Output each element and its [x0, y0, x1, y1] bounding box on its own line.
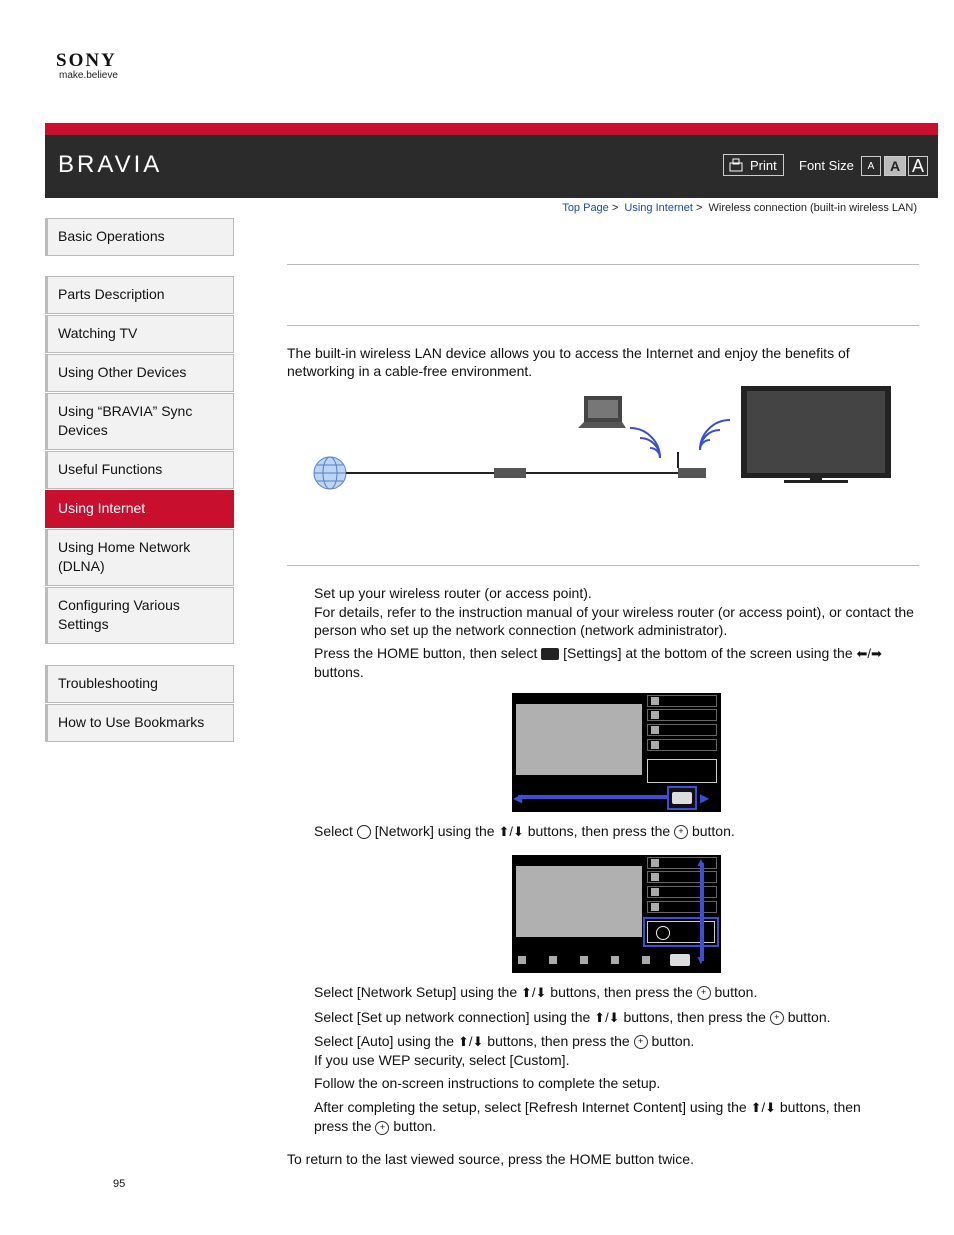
step-1-line-1: Set up your wireless router (or access point). — [314, 585, 592, 601]
step-4-text-c: button. — [714, 984, 758, 1000]
font-size-large-button[interactable]: A — [908, 156, 928, 176]
breadcrumb-separator: > — [611, 202, 619, 214]
print-icon — [728, 157, 744, 173]
step-6-text-c: button. — [651, 1033, 695, 1049]
sidebar-item-watching-tv[interactable]: Watching TV — [45, 315, 234, 353]
divider — [287, 264, 919, 265]
enter-button-icon: + — [697, 986, 711, 1000]
step-5-text-c: button. — [787, 1009, 831, 1025]
header-accent-bar — [45, 123, 938, 135]
font-size-medium-button[interactable]: A — [884, 156, 906, 176]
divider — [287, 565, 919, 566]
print-button[interactable] — [723, 154, 784, 176]
breadcrumb-top-page[interactable]: Top Page — [562, 202, 609, 214]
step-6 — [314, 1032, 919, 1069]
step-3-text-d: button. — [691, 823, 735, 839]
toolbox-icon — [670, 954, 690, 966]
step-7: Follow the on-screen instructions to complete the setup. — [314, 1075, 661, 1091]
step-5-text-b: buttons, then press the — [623, 1009, 766, 1025]
enter-button-icon: + — [770, 1011, 784, 1025]
step-5 — [314, 1008, 919, 1027]
step-4-text-a: Select [Network Setup] using the — [314, 984, 518, 1000]
toolbox-icon — [672, 792, 692, 804]
breadcrumb — [562, 202, 917, 214]
step-4-text-b: buttons, then press the — [550, 984, 693, 1000]
font-size-label: Font Size — [799, 158, 854, 173]
brand-tagline: make.believe — [59, 70, 118, 81]
sidebar-item-configuring-settings[interactable]: Configuring Various Settings — [45, 587, 234, 644]
step-6-text-b: buttons, then press the — [487, 1033, 630, 1049]
wireless-network-illustration — [300, 380, 900, 500]
step-3-text-b: [Network] using the — [374, 823, 495, 839]
step-5-text-a: Select [Set up network connection] using the — [314, 1009, 591, 1025]
sidebar-item-useful-functions[interactable]: Useful Functions — [45, 451, 234, 489]
up-down-arrow-icon: ⬆/⬇ — [594, 1010, 620, 1026]
wifi-waves-icon — [630, 420, 730, 458]
step-6-text-d: If you use WEP security, select [Custom]. — [314, 1052, 570, 1069]
step-6-text-a: Select [Auto] using the — [314, 1033, 455, 1049]
modem-icon — [494, 468, 526, 478]
globe-icon — [314, 457, 346, 489]
font-size-small-button[interactable]: A — [861, 156, 881, 176]
footer-note: To return to the last viewed source, press the HOME button twice. — [287, 1151, 694, 1167]
sony-logo: SONY — [56, 50, 117, 71]
step-8-text-a: After completing the setup, select [Refresh Internet Content] using the — [314, 1099, 747, 1115]
step-8-text-b: buttons, then — [779, 1099, 861, 1115]
sidebar-item-using-internet[interactable]: Using Internet — [45, 490, 234, 528]
divider — [287, 325, 919, 326]
sidebar-item-troubleshooting[interactable]: Troubleshooting — [45, 665, 234, 703]
page-number: 95 — [113, 1178, 126, 1190]
up-down-arrow-icon: ⬆/⬇ — [457, 1034, 484, 1050]
left-right-arrow-icon: ⬅/➡ — [856, 646, 882, 662]
step-2-text-b: [Settings] at the bottom of the screen using the — [563, 645, 853, 661]
step-2-text-a: Press the HOME button, then select — [314, 645, 538, 661]
intro-text: The built-in wireless LAN device allows you to access the Internet and enjoy the benefits of networking in a cable-free environment. — [287, 345, 850, 379]
sidebar-item-basic-operations[interactable]: Basic Operations — [45, 218, 234, 256]
step-2-text-c: buttons. — [314, 664, 364, 681]
step-3 — [314, 822, 919, 841]
breadcrumb-separator: > — [695, 202, 703, 214]
step-8 — [314, 1098, 919, 1135]
sidebar-item-parts-description[interactable]: Parts Description — [45, 276, 234, 314]
up-down-arrow-icon: ⬆/⬇ — [521, 985, 547, 1001]
step-8-text-c: press the — [314, 1118, 372, 1135]
step-2 — [314, 644, 919, 681]
router-icon — [678, 452, 706, 478]
up-down-arrow-icon: ⬆/⬇ — [498, 824, 524, 840]
step-3-text-c: buttons, then press the — [527, 823, 671, 839]
laptop-icon — [578, 396, 626, 428]
step-3-text-a: Select — [314, 823, 353, 839]
tv-icon — [741, 386, 891, 483]
sidebar-item-bookmarks[interactable]: How to Use Bookmarks — [45, 704, 234, 742]
tv-screen-settings-menu: ▲ ▼ — [512, 855, 721, 973]
toolbox-icon — [541, 648, 559, 660]
step-8-text-d: button. — [393, 1118, 437, 1135]
enter-button-icon: + — [634, 1035, 648, 1049]
globe-icon — [357, 825, 371, 839]
sidebar-item-using-other-devices[interactable]: Using Other Devices — [45, 354, 234, 392]
sidebar-item-bravia-sync[interactable]: Using “BRAVIA” Sync Devices — [45, 393, 234, 450]
tv-screen-home-menu: ◀ ▶ — [512, 693, 721, 812]
enter-button-icon: + — [375, 1121, 389, 1135]
step-1-line-2: For details, refer to the instruction manual of your wireless router (or access point), or contact the person who set up the network connection (network administrator). — [314, 604, 914, 638]
enter-button-icon: + — [674, 825, 688, 839]
product-logo: BRAVIA — [58, 151, 163, 178]
sidebar-item-home-network[interactable]: Using Home Network (DLNA) — [45, 529, 234, 586]
print-label: Print — [750, 157, 777, 173]
breadcrumb-current: Wireless connection (built-in wireless LAN) — [708, 202, 917, 214]
globe-icon — [656, 926, 670, 940]
breadcrumb-using-internet[interactable]: Using Internet — [624, 202, 693, 214]
step-4 — [314, 983, 919, 1002]
up-down-arrow-icon: ⬆/⬇ — [750, 1100, 776, 1116]
